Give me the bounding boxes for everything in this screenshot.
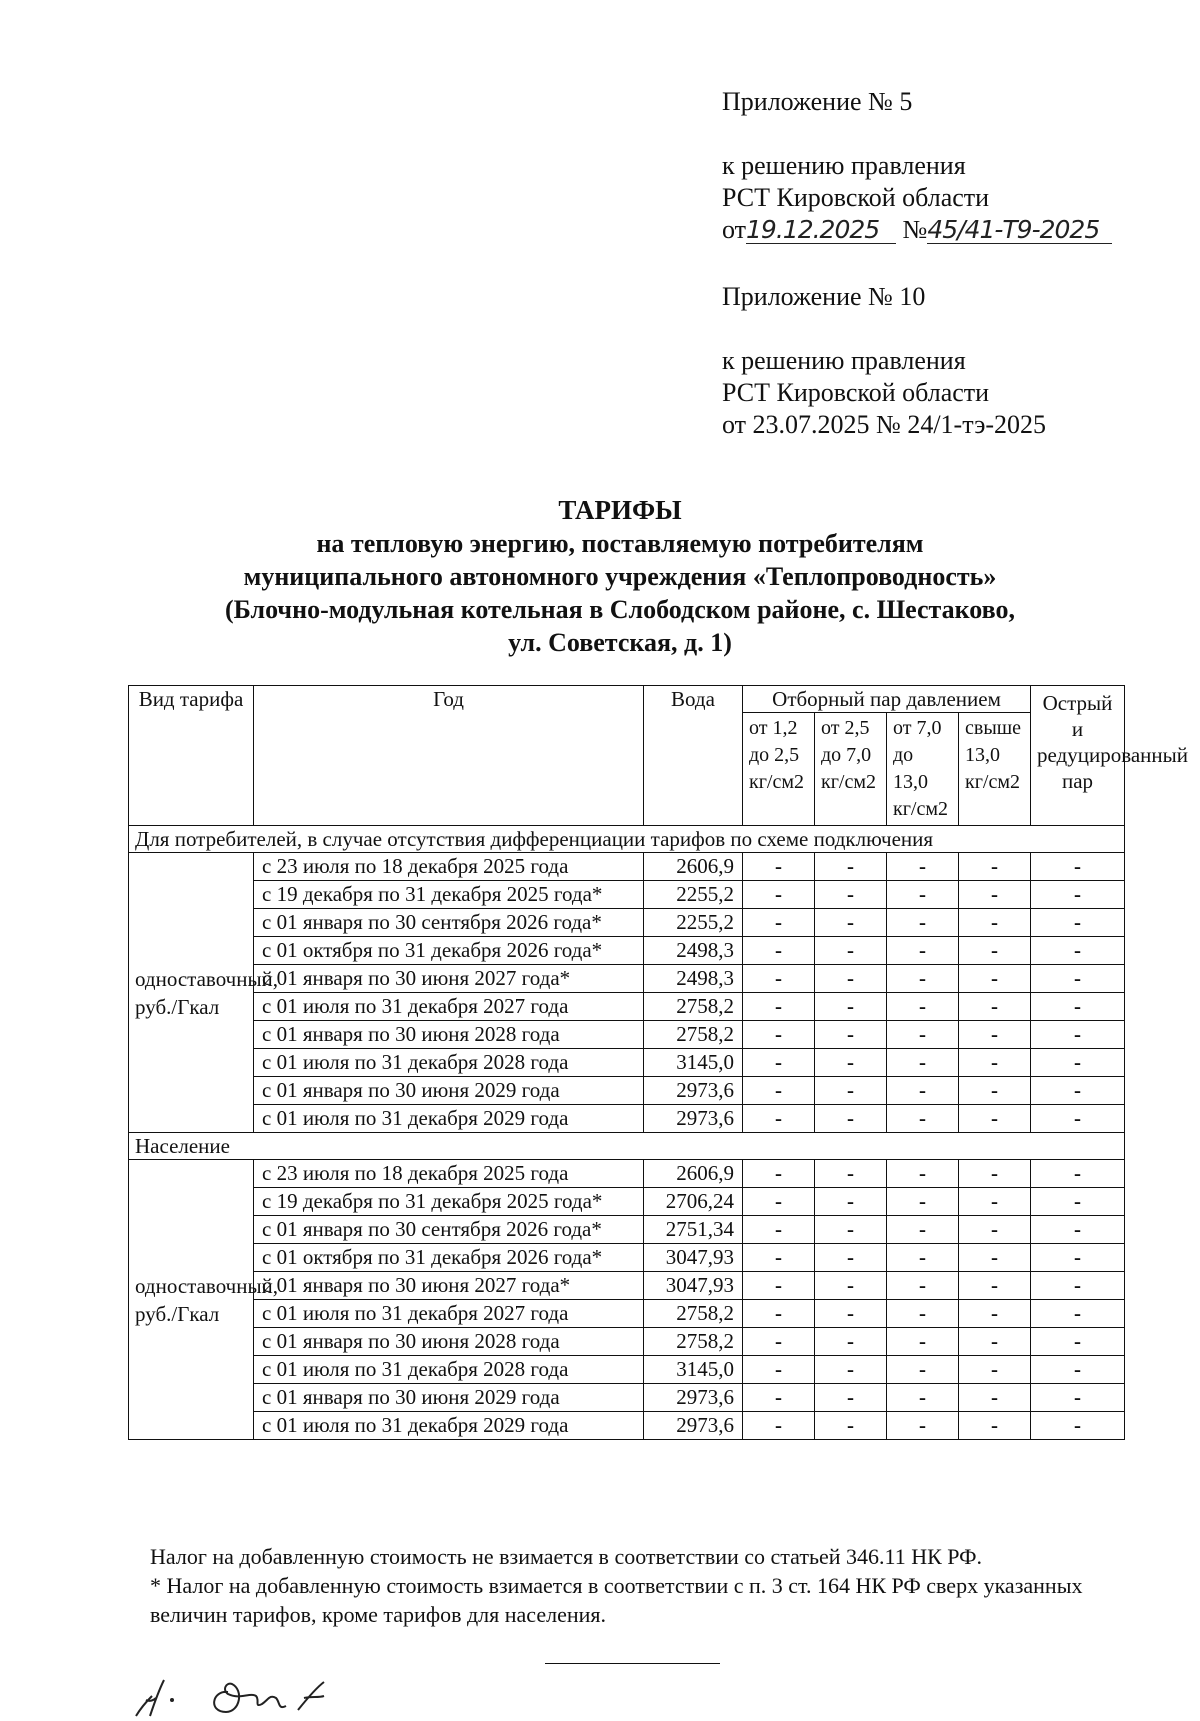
empty-value-cell: - (815, 1244, 887, 1272)
tariff-table (128, 685, 1189, 1440)
signature (128, 1670, 388, 1720)
header-steam-3: от 7,0 до 13,0 кг/см2 (887, 713, 959, 826)
decision-line-2: РСТ Кировской области (722, 378, 990, 407)
empty-value-cell: - (743, 1272, 815, 1300)
empty-value-cell: - (959, 1105, 1031, 1133)
empty-value-cell: - (1031, 1077, 1125, 1105)
table-row (129, 1328, 1125, 1356)
document-title (120, 494, 1120, 659)
water-tariff-cell: 2758,2 (644, 1300, 743, 1328)
table-row (129, 1160, 1125, 1188)
empty-value-cell: - (1031, 1188, 1125, 1216)
empty-value-cell: - (1031, 1105, 1125, 1133)
empty-value-cell: - (743, 965, 815, 993)
period-cell: с 01 октября по 31 декабря 2026 года* (254, 1244, 644, 1272)
empty-value-cell: - (959, 1272, 1031, 1300)
empty-value-cell: - (743, 937, 815, 965)
title-line-3: (Блочно-модульная котельная в Слободском районе, с. Шестаково, (225, 595, 1015, 624)
empty-value-cell: - (743, 853, 815, 881)
decision-date-line (722, 214, 1112, 246)
empty-value-cell: - (815, 1077, 887, 1105)
empty-value-cell: - (959, 1300, 1031, 1328)
empty-value-cell: - (743, 1105, 815, 1133)
empty-value-cell: - (743, 1049, 815, 1077)
table-row (129, 909, 1125, 937)
empty-value-cell: - (887, 965, 959, 993)
empty-value-cell: - (959, 1216, 1031, 1244)
empty-value-cell: - (887, 1049, 959, 1077)
table-row (129, 1356, 1125, 1384)
period-cell: с 01 января по 30 июня 2029 года (254, 1077, 644, 1105)
period-cell: с 01 июля по 31 декабря 2028 года (254, 1049, 644, 1077)
empty-value-cell: - (887, 1105, 959, 1133)
header-steam-4: свыше 13,0 кг/см2 (959, 713, 1031, 826)
period-cell: с 01 октября по 31 декабря 2026 года* (254, 937, 644, 965)
empty-value-cell: - (887, 1300, 959, 1328)
empty-value-cell: - (887, 1216, 959, 1244)
header-kind: Вид тарифа (129, 686, 254, 826)
empty-value-cell: - (815, 1188, 887, 1216)
water-tariff-cell: 2973,6 (644, 1384, 743, 1412)
empty-value-cell: - (743, 1216, 815, 1244)
empty-value-cell: - (1031, 1049, 1125, 1077)
water-tariff-cell: 2706,24 (644, 1188, 743, 1216)
empty-value-cell: - (887, 1328, 959, 1356)
empty-value-cell: - (815, 1384, 887, 1412)
section-label: Для потребителей, в случае отсутствия дифференциации тарифов по схеме подключения (129, 826, 1125, 853)
empty-value-cell: - (1031, 909, 1125, 937)
table-row (129, 965, 1125, 993)
empty-value-cell: - (959, 1328, 1031, 1356)
empty-value-cell: - (1031, 965, 1125, 993)
empty-value-cell: - (815, 909, 887, 937)
period-cell: с 01 июля по 31 декабря 2027 года (254, 993, 644, 1021)
empty-value-cell: - (1031, 881, 1125, 909)
decision-line-1: к решению правления (722, 346, 966, 375)
header-steam-1: от 1,2 до 2,5 кг/см2 (743, 713, 815, 826)
table-row (129, 881, 1125, 909)
empty-value-cell: - (887, 1384, 959, 1412)
period-cell: с 19 декабря по 31 декабря 2025 года* (254, 1188, 644, 1216)
water-tariff-cell: 2255,2 (644, 909, 743, 937)
empty-value-cell: - (959, 993, 1031, 1021)
period-cell: с 01 июля по 31 декабря 2029 года (254, 1105, 644, 1133)
period-cell: с 01 января по 30 сентября 2026 года* (254, 909, 644, 937)
empty-value-cell: - (1031, 1300, 1125, 1328)
empty-value-cell: - (887, 881, 959, 909)
empty-value-cell: - (815, 1300, 887, 1328)
separator-line (545, 1663, 720, 1664)
empty-value-cell: - (815, 853, 887, 881)
water-tariff-cell: 2498,3 (644, 965, 743, 993)
water-tariff-cell: 2751,34 (644, 1216, 743, 1244)
empty-value-cell: - (743, 1188, 815, 1216)
title-main: ТАРИФЫ (558, 495, 682, 525)
empty-value-cell: - (887, 1021, 959, 1049)
empty-value-cell: - (815, 881, 887, 909)
empty-value-cell: - (815, 965, 887, 993)
appendix-5-block (722, 86, 1112, 246)
table-row (129, 1105, 1125, 1133)
empty-value-cell: - (743, 1328, 815, 1356)
empty-value-cell: - (743, 1412, 815, 1440)
empty-value-cell: - (959, 909, 1031, 937)
empty-value-cell: - (815, 1216, 887, 1244)
section-row (129, 1133, 1125, 1160)
handwritten-number: 45/41-Т9-2025 (927, 217, 1112, 244)
empty-value-cell: - (959, 965, 1031, 993)
empty-value-cell: - (1031, 1021, 1125, 1049)
title-line-4: ул. Советская, д. 1) (508, 628, 732, 657)
period-cell: с 01 января по 30 июня 2028 года (254, 1021, 644, 1049)
empty-value-cell: - (815, 937, 887, 965)
empty-value-cell: - (959, 881, 1031, 909)
empty-value-cell: - (743, 993, 815, 1021)
empty-value-cell: - (815, 1021, 887, 1049)
water-tariff-cell: 2973,6 (644, 1105, 743, 1133)
empty-value-cell: - (887, 1188, 959, 1216)
section-row (129, 826, 1125, 853)
water-tariff-cell: 2498,3 (644, 937, 743, 965)
header-steam: Отборный пар давлением (743, 686, 1031, 713)
title-line-2: муниципального автономного учреждения «Теплопроводность» (243, 562, 997, 591)
table-row (129, 1384, 1125, 1412)
table-row (129, 937, 1125, 965)
empty-value-cell: - (815, 1328, 887, 1356)
empty-value-cell: - (815, 1356, 887, 1384)
water-tariff-cell: 2758,2 (644, 993, 743, 1021)
empty-value-cell: - (815, 1160, 887, 1188)
period-cell: с 23 июля по 18 декабря 2025 года (254, 1160, 644, 1188)
empty-value-cell: - (1031, 1384, 1125, 1412)
empty-value-cell: - (743, 1384, 815, 1412)
empty-value-cell: - (815, 1412, 887, 1440)
table-row (129, 1077, 1125, 1105)
empty-value-cell: - (1031, 1272, 1125, 1300)
empty-value-cell: - (743, 1356, 815, 1384)
empty-value-cell: - (1031, 937, 1125, 965)
empty-value-cell: - (1031, 1412, 1125, 1440)
empty-value-cell: - (887, 937, 959, 965)
period-cell: с 19 декабря по 31 декабря 2025 года* (254, 881, 644, 909)
water-tariff-cell: 3047,93 (644, 1272, 743, 1300)
empty-value-cell: - (887, 1077, 959, 1105)
decision-line-3: от 23.07.2025 № 24/1-тэ-2025 (722, 410, 1047, 439)
number-prefix: № (902, 215, 928, 244)
section-label: Население (129, 1133, 1125, 1160)
header-steam-2: от 2,5 до 7,0 кг/см2 (815, 713, 887, 826)
empty-value-cell: - (1031, 1356, 1125, 1384)
table-row (129, 853, 1125, 881)
empty-value-cell: - (887, 1412, 959, 1440)
header-year: Год (254, 686, 644, 826)
empty-value-cell: - (743, 1160, 815, 1188)
empty-value-cell: - (887, 909, 959, 937)
note-vat-exempt: Налог на добавленную стоимость не взимается в соответствии со статьей 346.11 НК РФ. (150, 1544, 983, 1569)
decision-line-1: к решению правления (722, 151, 966, 180)
empty-value-cell: - (815, 993, 887, 1021)
empty-value-cell: - (959, 1049, 1031, 1077)
tariff-kind-cell: одноставочный, руб./Гкал (129, 1160, 254, 1440)
water-tariff-cell: 2606,9 (644, 1160, 743, 1188)
water-tariff-cell: 3047,93 (644, 1244, 743, 1272)
period-cell: с 01 января по 30 июня 2027 года* (254, 1272, 644, 1300)
empty-value-cell: - (959, 1160, 1031, 1188)
empty-value-cell: - (959, 1077, 1031, 1105)
empty-value-cell: - (887, 993, 959, 1021)
table-row (129, 1272, 1125, 1300)
period-cell: с 01 июля по 31 декабря 2029 года (254, 1412, 644, 1440)
empty-value-cell: - (959, 1021, 1031, 1049)
empty-value-cell: - (887, 1356, 959, 1384)
table-row (129, 1216, 1125, 1244)
empty-value-cell: - (887, 1272, 959, 1300)
water-tariff-cell: 2973,6 (644, 1412, 743, 1440)
tariff-table-body (129, 826, 1125, 1440)
table-row (129, 1188, 1125, 1216)
empty-value-cell: - (959, 1356, 1031, 1384)
table-row (129, 993, 1125, 1021)
table-row (129, 1412, 1125, 1440)
empty-value-cell: - (743, 881, 815, 909)
empty-value-cell: - (1031, 1216, 1125, 1244)
period-cell: с 01 июля по 31 декабря 2027 года (254, 1300, 644, 1328)
header-sharp-steam: Острый и редуцированный пар (1031, 686, 1125, 826)
empty-value-cell: - (1031, 993, 1125, 1021)
empty-value-cell: - (743, 1077, 815, 1105)
empty-value-cell: - (743, 1021, 815, 1049)
from-prefix: от (722, 215, 747, 244)
notes (150, 1542, 1110, 1629)
appendix-5-title: Приложение № 5 (722, 87, 913, 116)
period-cell: с 01 января по 30 сентября 2026 года* (254, 1216, 644, 1244)
empty-value-cell: - (959, 1244, 1031, 1272)
period-cell: с 01 января по 30 июня 2027 года* (254, 965, 644, 993)
period-cell: с 01 января по 30 июня 2029 года (254, 1384, 644, 1412)
period-cell: с 01 января по 30 июня 2028 года (254, 1328, 644, 1356)
empty-value-cell: - (887, 1160, 959, 1188)
header-water: Вода (644, 686, 743, 826)
period-cell: с 23 июля по 18 декабря 2025 года (254, 853, 644, 881)
empty-value-cell: - (743, 1244, 815, 1272)
water-tariff-cell: 2758,2 (644, 1021, 743, 1049)
empty-value-cell: - (959, 1384, 1031, 1412)
empty-value-cell: - (959, 1412, 1031, 1440)
table-row (129, 1049, 1125, 1077)
empty-value-cell: - (1031, 853, 1125, 881)
empty-value-cell: - (1031, 1160, 1125, 1188)
empty-value-cell: - (887, 1244, 959, 1272)
empty-value-cell: - (743, 909, 815, 937)
appendix-10-block (722, 281, 1046, 441)
tariff-kind-cell: одноставочный, руб./Гкал (129, 853, 254, 1133)
empty-value-cell: - (887, 853, 959, 881)
decision-line-2: РСТ Кировской области (722, 183, 990, 212)
empty-value-cell: - (743, 1300, 815, 1328)
empty-value-cell: - (1031, 1244, 1125, 1272)
empty-value-cell: - (959, 853, 1031, 881)
table-row (129, 1300, 1125, 1328)
water-tariff-cell: 3145,0 (644, 1356, 743, 1384)
empty-value-cell: - (815, 1049, 887, 1077)
table-row (129, 1244, 1125, 1272)
empty-value-cell: - (1031, 1328, 1125, 1356)
water-tariff-cell: 3145,0 (644, 1049, 743, 1077)
handwritten-date: 19.12.2025 (746, 217, 896, 244)
empty-value-cell: - (815, 1105, 887, 1133)
water-tariff-cell: 2758,2 (644, 1328, 743, 1356)
empty-value-cell: - (959, 1188, 1031, 1216)
water-tariff-cell: 2255,2 (644, 881, 743, 909)
water-tariff-cell: 2973,6 (644, 1077, 743, 1105)
empty-value-cell: - (959, 937, 1031, 965)
appendix-10-title: Приложение № 10 (722, 282, 926, 311)
table-row (129, 1021, 1125, 1049)
note-vat-charged: * Налог на добавленную стоимость взимается в соответствии с п. 3 ст. 164 НК РФ сверх указанных величин тарифов, кроме тарифов для населения. (150, 1573, 1083, 1627)
period-cell: с 01 июля по 31 декабря 2028 года (254, 1356, 644, 1384)
title-line-1: на тепловую энергию, поставляемую потребителям (316, 529, 924, 558)
water-tariff-cell: 2606,9 (644, 853, 743, 881)
empty-value-cell: - (815, 1272, 887, 1300)
